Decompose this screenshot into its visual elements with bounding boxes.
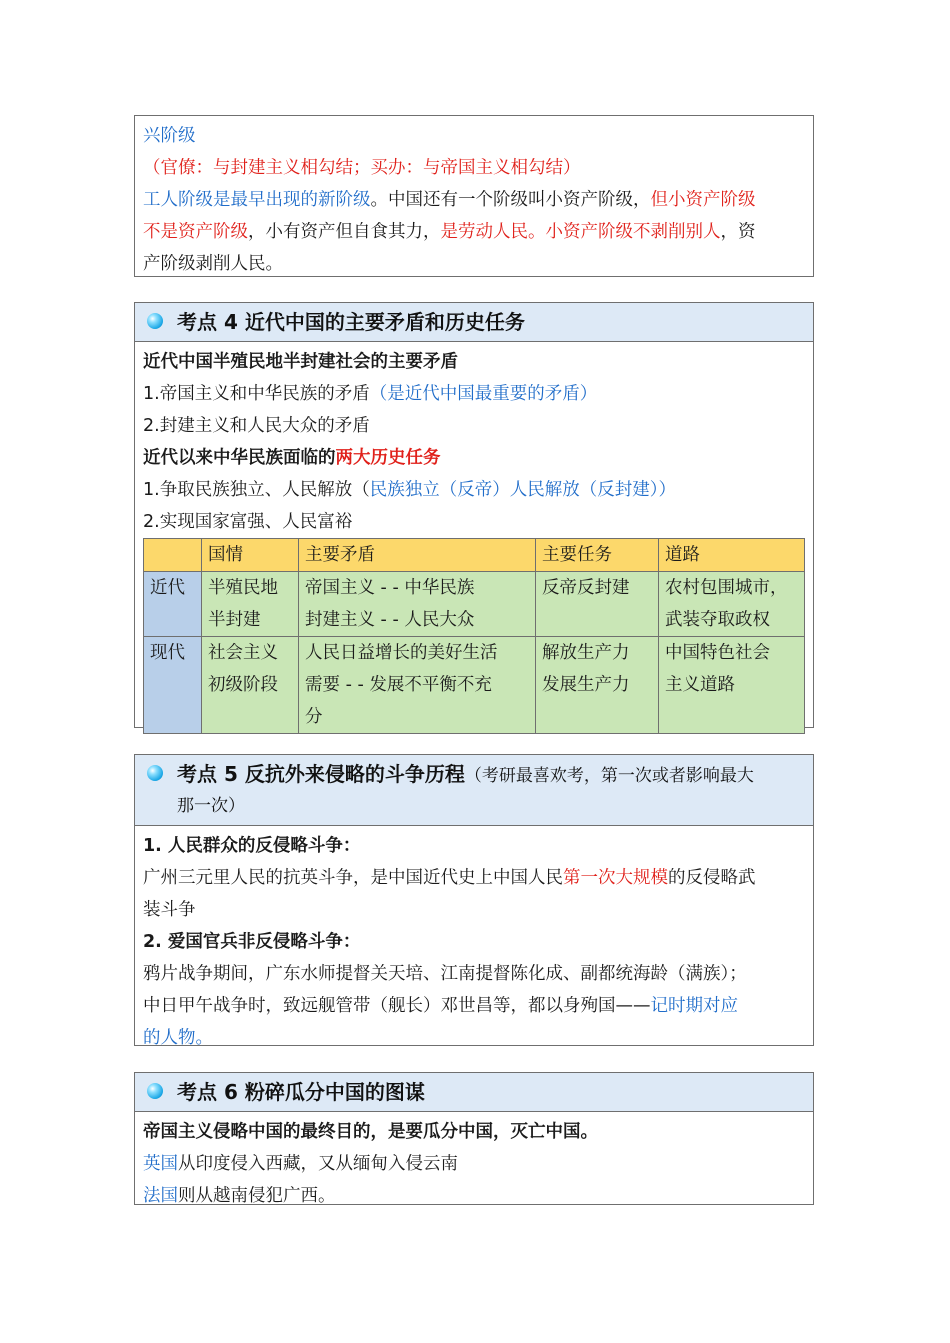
section-kaodian-6 [134, 1072, 814, 1205]
britain-text: 从印度侵入西藏，又从缅甸入侵云南 [178, 1154, 458, 1174]
section-title: 考点 6 粉碎瓜分中国的图谋 [177, 1080, 425, 1104]
sanyuanli-line-2: 装斗争 [143, 900, 196, 920]
task-1-note: 民族独立（反帝）人民解放（反封建）） [369, 480, 676, 500]
petty-bourgeois-note: 但小资产阶级 [650, 190, 756, 210]
cell-road-2 [659, 637, 805, 734]
heading-officers-struggle: 2. 爱国官兵非反侵略斗争： [143, 932, 361, 952]
ultimate-goal: 帝国主义侵略中国的最终目的，是要瓜分中国，灭亡中国。 [143, 1122, 598, 1142]
section-header [135, 303, 813, 342]
first-large-scale: 第一次大规模 [563, 868, 668, 888]
section-kaodian-4 [134, 302, 814, 728]
section-subtitle: （考研最喜欢考，第一次或者影响最大 [464, 766, 754, 786]
cell-text: 初级阶段 [208, 675, 278, 695]
cell-text: 需要 - - 发展不平衡不充 [305, 675, 492, 695]
line-exploit: 产阶级剥削人民。 [143, 254, 283, 274]
task-2: 2.实现国家富强、人民富裕 [143, 512, 353, 532]
line-new-class: 兴阶级 [143, 126, 196, 146]
row-label-jindai: 近代 [144, 572, 202, 637]
france-text: 则从越南侵犯广西。 [178, 1186, 336, 1206]
cell-task-1: 反帝反封建 [536, 572, 659, 637]
cell-text: 分 [305, 707, 323, 727]
task-1-text: 1.争取民族独立、人民解放（ [143, 480, 370, 500]
heading-two-tasks-text: 近代以来中华民族面临的 [143, 448, 336, 468]
cell-text: 解放生产力 [542, 643, 630, 663]
bullet-dot-icon [147, 765, 163, 781]
section-header [135, 755, 813, 826]
line-not-bourgeois [143, 216, 805, 248]
section-title: 考点 4 近代中国的主要矛盾和历史任务 [177, 310, 525, 334]
heading-two-tasks [143, 442, 805, 474]
memorize-note: 记时期对应 [650, 996, 738, 1016]
cell-text: 帝国主义 - - 中华民族 [305, 578, 475, 598]
working-class-earliest: 工人阶级是最早出现的新阶级 [143, 190, 371, 210]
cell-text: 发展生产力 [542, 675, 630, 695]
two-tasks-highlight: 两大历史任务 [335, 448, 441, 468]
sanyuanli-text: 广州三元里人民的抗英斗争，是中国近代史上中国人民 [143, 868, 563, 888]
cell-road-1 [659, 572, 805, 637]
section-subtitle-cont: 那一次） [177, 796, 245, 816]
line-working-class [143, 184, 805, 216]
france: 法国 [143, 1186, 178, 1206]
cell-text: 农村包围城市， [665, 578, 788, 598]
sanyuanli-line [143, 862, 805, 894]
britain-line [143, 1148, 805, 1180]
header-road: 道路 [659, 539, 805, 572]
laboring-people: 是劳动人民。小资产阶级不剥削别人 [440, 222, 721, 242]
header-guoqing: 国情 [202, 539, 299, 572]
table-header-row [144, 539, 805, 572]
cell-text: 半封建 [208, 610, 261, 630]
cell-text: 武装夺取政权 [665, 610, 770, 630]
cell-text: 半殖民地 [208, 578, 278, 598]
memorize-note-end: 的人物。 [143, 1028, 213, 1048]
bullet-dot-icon [147, 313, 163, 329]
france-line [143, 1180, 805, 1212]
heading-people-struggle: 1. 人民群众的反侵略斗争： [143, 836, 361, 856]
jiawu-text: 中日甲午战争时，致远舰管带（舰长）邓世昌等，都以身殉国—— [143, 996, 651, 1016]
cell-guoqing-2 [202, 637, 299, 734]
header-main-task: 主要任务 [536, 539, 659, 572]
heading-main-contradictions: 近代中国半殖民地半封建社会的主要矛盾 [143, 352, 458, 372]
cell-text: 社会主义 [208, 643, 278, 663]
jiawu-war-line [143, 990, 805, 1022]
cell-contradiction-2 [299, 637, 536, 734]
cell-contradiction-1 [299, 572, 536, 637]
cell-task-2 [536, 637, 659, 734]
cell-text: 中国特色社会 [665, 643, 770, 663]
cell-text: 主义道路 [665, 675, 735, 695]
petty-bourgeois-intro: 。中国还有一个阶级叫小资产阶级， [370, 190, 651, 210]
cell-text: 人民日益增长的美好生活 [305, 643, 498, 663]
table-row-modern-era [144, 572, 805, 637]
task-1 [143, 474, 805, 506]
not-bourgeois: 不是资产阶级 [143, 222, 248, 242]
sanyuanli-text-end: 的反侵略武 [668, 868, 756, 888]
opium-war-line: 鸦片战争期间，广东水师提督关天培、江南提督陈化成、副都统海龄（满族）； [143, 964, 747, 984]
table-row-contemporary [144, 637, 805, 734]
bullet-dot-icon [147, 1083, 163, 1099]
self-reliant: ，小有资产但自食其力， [248, 222, 441, 242]
cell-text: 封建主义 - - 人民大众 [305, 610, 475, 630]
text-box-classes [134, 115, 814, 277]
comparison-table [143, 538, 805, 734]
header-main-contradiction: 主要矛盾 [299, 539, 536, 572]
section-header [135, 1073, 813, 1112]
contradiction-2: 2.封建主义和人民大众的矛盾 [143, 416, 370, 436]
row-label-xiandai: 现代 [144, 637, 202, 734]
section-title: 考点 5 反抗外来侵略的斗争历程 [177, 762, 465, 786]
contradiction-1-note: （是近代中国最重要的矛盾） [369, 384, 598, 404]
table-corner-cell [144, 539, 202, 572]
contradiction-1-text: 1.帝国主义和中华民族的矛盾 [143, 384, 370, 404]
bourgeois-fragment: ，资 [720, 222, 756, 242]
cell-guoqing-1 [202, 572, 299, 637]
section-kaodian-5 [134, 754, 814, 1046]
line-bureaucrat-comprador: （官僚：与封建主义相勾结；买办：与帝国主义相勾结） [143, 158, 581, 178]
contradiction-1 [143, 378, 805, 410]
britain: 英国 [143, 1154, 178, 1174]
